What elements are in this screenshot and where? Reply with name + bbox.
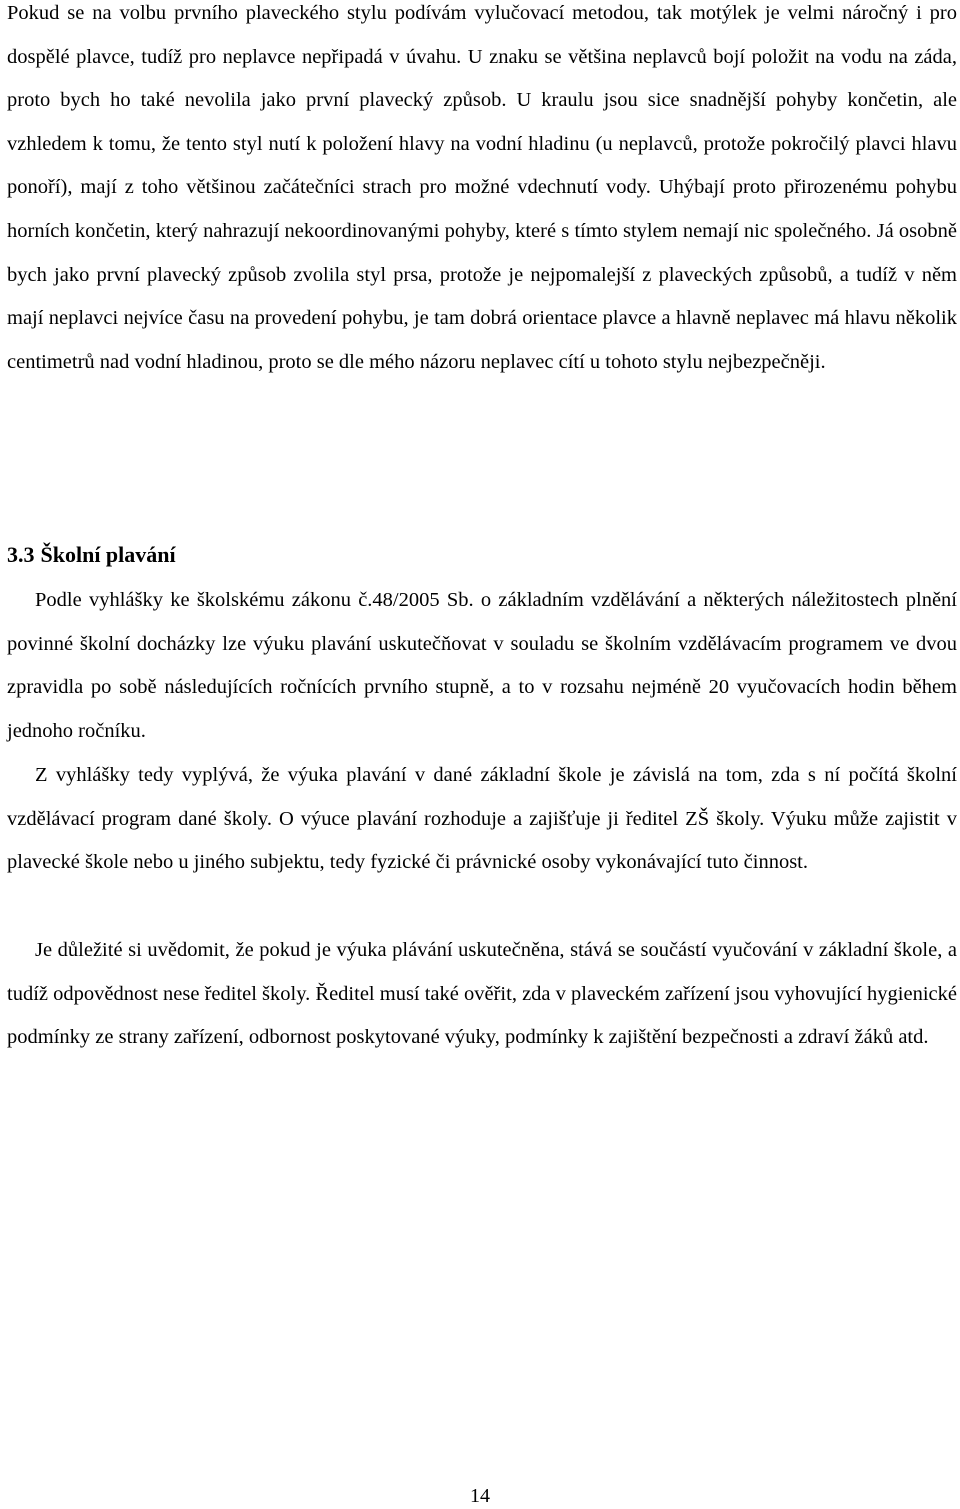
paragraph-director-responsibility: Je důležité si uvědomit, že pokud je výuka plávání uskutečněna, stává se součástí vyučování v základní škole, a tudíž odpovědnost nese ředitel školy. Ředitel musí také ověřit, zda v plaveckém zařízení jsou vyhovující hygienické podmínky ze strany zařízení, odbornost poskytované výuky, podmínky k zajištění bezpečnosti a zdraví žáků atd. (7, 939, 957, 1049)
section-title: Školní plavání (40, 542, 176, 567)
section-number: 3.3 (7, 542, 35, 567)
page-number: 14 (470, 1485, 490, 1507)
section-heading (7, 533, 176, 577)
paragraph-school-program: Z vyhlášky tedy vyplývá, že výuka plavání v dané základní škole je závislá na tom, zda s ní počítá školní vzdělávací program dané školy. O výuce plavání rozhoduje a zajišťuje ji ředitel ZŠ školy. Výuku může zajistit v plavecké škole nebo u jiného subjektu, tedy fyzické či právnické osoby vykonávající tuto činnost. (7, 764, 957, 874)
paragraph-swimming-style-choice: Pokud se na volbu prvního plaveckého stylu podívám vylučovací metodou, tak motýlek je velmi náročný i pro dospělé plavce, tudíž pro neplavce nepřipadá v úvahu. U znaku se většina neplavců bojí položit na vodu na záda, proto bych ho také nevolila jako první plavecký způsob. U kraulu jsou sice snadnější pohyby končetin, ale vzhledem k tomu, že tento styl nutí k položení hlavy na vodní hladinu (u neplavců, protože pokročilý plavci hlavu ponoří), mají z toho většinou začátečníci strach pro možné vdechnutí vody. Uhýbají proto přirozenému pohybu horních končetin, který nahrazují nekoordinovanými pohyby, které s tímto stylem nemají nic společného. Já osobně bych jako první plavecký způsob zvolila styl prsa, protože je nejpomalejší z plaveckých způsobů, a tudíž v něm mají neplavci nejvíce času na provedení pohybu, je tam dobrá orientace plavce a hlavně neplavec má hlavu několik centimetrů nad vodní hladinou, proto se dle mého názoru neplavec cítí u tohoto stylu nejbezpečněji. (7, 2, 957, 373)
paragraph-school-regulation: Podle vyhlášky ke školskému zákonu č.48/2005 Sb. o základním vzdělávání a některých náležitostech plnění povinné školní docházky lze výuku plavání uskutečňovat v souladu se školním vzdělávacím programem ve dvou zpravidla po sobě následujících ročnících prvního stupně, a to v rozsahu nejméně 20 vyučovacích hodin během jednoho ročníku. (7, 589, 957, 742)
